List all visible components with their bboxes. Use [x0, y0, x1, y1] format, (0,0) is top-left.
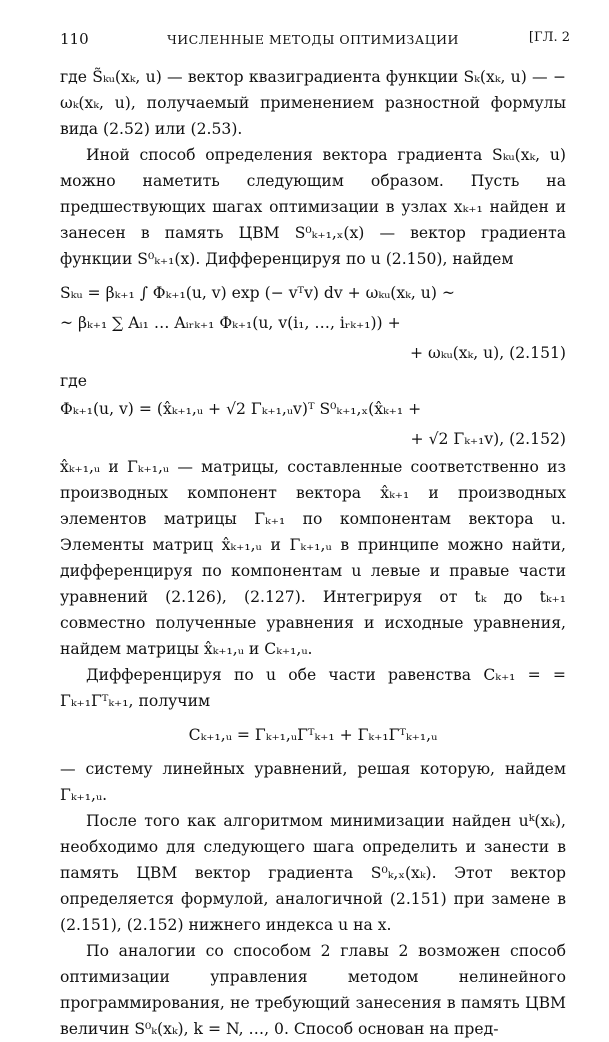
running-title: ЧИСЛЕННЫЕ МЕТОДЫ ОПТИМИЗАЦИИ [167, 32, 459, 47]
paragraph-3: x̂ₖ₊₁,ᵤ и Γₖ₊₁,ᵤ — матрицы, составленные соответственно из производных компонент вектора x̂ₖ₊₁ и производных элементов матрицы Γₖ₊₁ по компонентам вектора u. Элементы матриц x̂ₖ₊₁,ᵤ и Γₖ₊₁,ᵤ в принципе можно найти, дифференцируя по компонентам u левые и правые части уравнений (2.126), (2.127). Интегрируя от tₖ до tₖ₊₁ совместно полученные уравнения и исходные уравнения, найдем матрицы x̂ₖ₊₁,ᵤ и Cₖ₊₁,ᵤ. [60, 458, 566, 658]
paragraph-6: После того как алгоритмом минимизации найден uᵏ(xₖ), необходимо для следующего шага определить и занести в память ЦВМ вектор градиента S⁰ₖ,ₓ(xₖ). Этот вектор определяется формулой, аналогичной (2.151) при замене в (2.151), (2.152) нижнего индекса u на x. [60, 812, 566, 934]
where-label: где [60, 372, 87, 390]
equation-2-151-line-3: + ωₖᵤ(xₖ, u), (2.151) [410, 344, 566, 362]
paragraph-2: Иной способ определения вектора градиента Sₖᵤ(xₖ, u) можно наметить следующим образом. Пусть на предшествующих шагах оптимизации в узлах xₖ₊₁ найден и занесен в память ЦВМ S⁰ₖ₊₁,ₓ(x) — вектор градиента функции S⁰ₖ₊₁(x). Дифференцируя по u (2.150), найдем [60, 146, 566, 268]
chapter-marker: [ГЛ. 2 [528, 30, 570, 45]
equation-2-152-line-1: Φₖ₊₁(u, v) = (x̂ₖ₊₁,ᵤ + √2 Γₖ₊₁,ᵤv)ᵀ S⁰ₖ₊₁,ₓ(x̂ₖ₊₁ + [60, 400, 422, 418]
book-page [60, 30, 570, 1042]
paragraph-7: По аналогии со способом 2 главы 2 возможен способ оптимизации управления методом нелинейного программирования, не требующий занесения в память ЦВМ величин S⁰ₖ(xₖ), k = N, …, 0. Способ основан на пред- [60, 942, 566, 1038]
equation-2-151-line-2: ~ βₖ₊₁ ∑ Aᵢ₁ … Aᵢᵣₖ₊₁ Φₖ₊₁(u, v(i₁, …, iᵣₖ₊₁)) + [60, 314, 401, 332]
equation-2-152-line-2: + √2 Γₖ₊₁v), (2.152) [410, 430, 566, 448]
equation-2-151-line-1: Sₖᵤ = βₖ₊₁ ∫ Φₖ₊₁(u, v) exp (− vᵀv) dv + ωₖᵤ(xₖ, u) ~ [60, 284, 455, 302]
paragraph-1: где S̃ₖᵤ(xₖ, u) — вектор квазиградиента функции Sₖ(xₖ, u) — − ωₖ(xₖ, u), получаемый применением разностной формулы вида (2.52) или (2.53). [60, 68, 566, 138]
paragraph-4: Дифференцируя по u обе части равенства Cₖ₊₁ = = Γₖ₊₁Γᵀₖ₊₁, получим [60, 666, 566, 710]
running-header [60, 30, 570, 56]
equation-c-derivative: Cₖ₊₁,ᵤ = Γₖ₊₁,ᵤΓᵀₖ₊₁ + Γₖ₊₁Γᵀₖ₊₁,ᵤ [188, 726, 438, 744]
page-number: 110 [60, 30, 89, 48]
paragraph-5: — систему линейных уравнений, решая которую, найдем Γₖ₊₁,ᵤ. [60, 760, 566, 804]
